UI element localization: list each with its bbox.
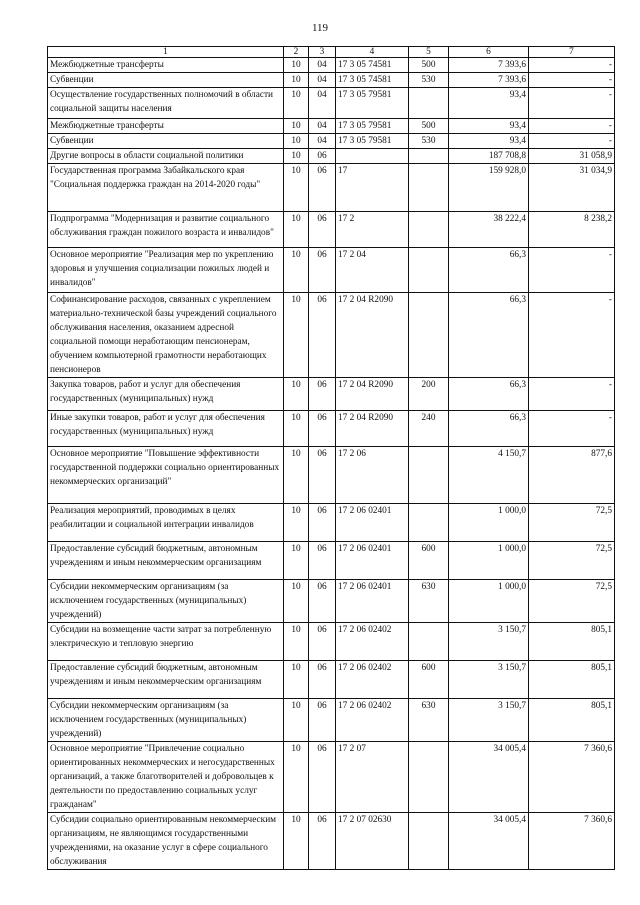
column-header: 7 [529,47,615,58]
target-article-cell: 17 3 05 74581 [336,73,409,88]
section-cell: 10 [284,580,309,623]
table-row [48,88,615,119]
section-cell: 10 [284,542,309,580]
table-header-row [48,47,615,58]
section-cell: 10 [284,73,309,88]
subsection-cell: 06 [309,411,336,447]
expense-type-cell [409,88,449,119]
expense-type-cell: 240 [409,411,449,447]
table-row [48,119,615,134]
amount-cell: 66,3 [449,248,529,293]
section-cell: 10 [284,699,309,742]
budget-table [47,46,615,870]
subsection-cell: 06 [309,447,336,504]
expense-type-cell [409,742,449,813]
amount-cell: 93,4 [449,119,529,134]
expense-type-cell: 500 [409,119,449,134]
target-article-cell: 17 2 06 02402 [336,699,409,742]
column-header: 3 [309,47,336,58]
subsection-cell: 04 [309,58,336,73]
target-article-cell: 17 2 06 [336,447,409,504]
table-row [48,378,615,411]
target-article-cell: 17 2 07 [336,742,409,813]
table-row [48,447,615,504]
table-row [48,411,615,447]
expense-type-cell [409,813,449,870]
column-header: 2 [284,47,309,58]
subsection-cell: 04 [309,134,336,149]
section-cell: 10 [284,149,309,164]
section-cell: 10 [284,661,309,699]
column-header: 5 [409,47,449,58]
amount-cell: 7 393,6 [449,73,529,88]
target-article-cell: 17 3 05 79581 [336,88,409,119]
page-number: 119 [311,22,329,34]
section-cell: 10 [284,447,309,504]
target-article-cell: 17 2 06 02401 [336,504,409,542]
subsection-cell: 06 [309,542,336,580]
target-article-cell: 17 3 05 79581 [336,134,409,149]
table-row [48,149,615,164]
amount-cell: 34 005,4 [449,813,529,870]
amount-cell: 7 393,6 [449,58,529,73]
section-cell: 10 [284,164,309,212]
table-row [48,58,615,73]
table-row [48,212,615,248]
amount-cell: 38 222,4 [449,212,529,248]
expense-type-cell [409,248,449,293]
amount-2-cell: - [529,411,615,447]
expense-type-cell [409,149,449,164]
target-article-cell: 17 2 06 02401 [336,542,409,580]
row-name-cell: Предоставление субсидий бюджетным, автономным учреждениям и иным некоммерческим организациям [48,661,284,699]
amount-cell: 187 708,8 [449,149,529,164]
table-row [48,248,615,293]
target-article-cell: 17 2 06 02402 [336,661,409,699]
row-name-cell: Основное мероприятие "Повышение эффективности государственной поддержки социально ориентированных некоммерческих организаций" [48,447,284,504]
amount-2-cell: 72,5 [529,542,615,580]
amount-cell: 66,3 [449,293,529,378]
expense-type-cell [409,164,449,212]
row-name-cell: Основное мероприятие "Реализация мер по укреплению здоровья и улучшения социализации пожилых людей и инвалидов" [48,248,284,293]
expense-type-cell: 630 [409,580,449,623]
row-name-cell: Подпрограмма "Модернизация и развитие социального обслуживания граждан пожилого возраста и инвалидов" [48,212,284,248]
subsection-cell: 06 [309,661,336,699]
amount-cell: 1 000,0 [449,542,529,580]
amount-cell: 159 928,0 [449,164,529,212]
table-row [48,661,615,699]
amount-2-cell: - [529,293,615,378]
table-row [48,742,615,813]
row-name-cell: Предоставление субсидий бюджетным, автономным учреждениям и иным некоммерческим организациям [48,542,284,580]
table-row [48,580,615,623]
row-name-cell: Субсидии социально ориентированным некоммерческим организациям, не являющимся государственными учреждениями, на оказание услуг в сфере социального обслуживания [48,813,284,870]
amount-2-cell: - [529,88,615,119]
row-name-cell: Субсидии некоммерческим организациям (за исключением государственных (муниципальных) учреждений) [48,699,284,742]
amount-cell: 3 150,7 [449,623,529,661]
target-article-cell: 17 2 04 R2090 [336,378,409,411]
section-cell: 10 [284,248,309,293]
amount-2-cell: - [529,248,615,293]
target-article-cell: 17 2 [336,212,409,248]
row-name-cell: Государственная программа Забайкальского края "Социальная поддержка граждан на 2014-2020 годы" [48,164,284,212]
table-row [48,293,615,378]
amount-2-cell: 8 238,2 [529,212,615,248]
row-name-cell: Субвенции [48,73,284,88]
amount-2-cell: 72,5 [529,504,615,542]
section-cell: 10 [284,212,309,248]
amount-2-cell: 877,6 [529,447,615,504]
row-name-cell: Софинансирование расходов, связанных с укреплением материально-технической базы учреждений социального обслуживания населения, оказанием адресной социальной помощи неработающим пенсионерам, обучением компьютерной грамотности неработающих пенсионеров [48,293,284,378]
expense-type-cell [409,293,449,378]
subsection-cell: 06 [309,378,336,411]
target-article-cell: 17 3 05 74581 [336,58,409,73]
row-name-cell: Субвенции [48,134,284,149]
expense-type-cell: 500 [409,58,449,73]
expense-type-cell: 530 [409,134,449,149]
expense-type-cell: 600 [409,661,449,699]
amount-2-cell: 805,1 [529,623,615,661]
amount-2-cell: 72,5 [529,580,615,623]
subsection-cell: 04 [309,119,336,134]
amount-cell: 66,3 [449,411,529,447]
target-article-cell: 17 2 07 02630 [336,813,409,870]
section-cell: 10 [284,293,309,378]
row-name-cell: Межбюджетные трансферты [48,58,284,73]
amount-2-cell: - [529,378,615,411]
section-cell: 10 [284,378,309,411]
target-article-cell: 17 3 05 79581 [336,119,409,134]
table-row [48,623,615,661]
amount-cell: 1 000,0 [449,580,529,623]
amount-2-cell: 31 058,9 [529,149,615,164]
amount-cell: 93,4 [449,134,529,149]
subsection-cell: 04 [309,88,336,119]
row-name-cell: Реализация мероприятий, проводимых в целях реабилитации и социальной интеграции инвалидов [48,504,284,542]
section-cell: 10 [284,742,309,813]
amount-2-cell: - [529,119,615,134]
subsection-cell: 06 [309,164,336,212]
subsection-cell: 06 [309,293,336,378]
subsection-cell: 06 [309,813,336,870]
subsection-cell: 06 [309,504,336,542]
table-row [48,134,615,149]
subsection-cell: 06 [309,149,336,164]
table-row [48,699,615,742]
amount-cell: 1 000,0 [449,504,529,542]
target-article-cell: 17 2 06 02402 [336,623,409,661]
row-name-cell: Закупка товаров, работ и услуг для обеспечения государственных (муниципальных) нужд [48,378,284,411]
amount-cell: 3 150,7 [449,661,529,699]
row-name-cell: Межбюджетные трансферты [48,119,284,134]
table-row [48,504,615,542]
table-row [48,164,615,212]
target-article-cell: 17 2 04 R2090 [336,293,409,378]
expense-type-cell [409,623,449,661]
expense-type-cell [409,212,449,248]
subsection-cell: 06 [309,699,336,742]
section-cell: 10 [284,88,309,119]
expense-type-cell [409,447,449,504]
table-row [48,73,615,88]
amount-cell: 66,3 [449,378,529,411]
column-header: 1 [48,47,284,58]
amount-cell: 34 005,4 [449,742,529,813]
expense-type-cell: 530 [409,73,449,88]
section-cell: 10 [284,119,309,134]
row-name-cell: Субсидии некоммерческим организациям (за исключением государственных (муниципальных) учреждений) [48,580,284,623]
amount-2-cell: 7 360,6 [529,813,615,870]
section-cell: 10 [284,411,309,447]
expense-type-cell [409,504,449,542]
table-row [48,542,615,580]
row-name-cell: Субсидии на возмещение части затрат за потребленную электрическую и тепловую энергию [48,623,284,661]
amount-2-cell: 805,1 [529,699,615,742]
row-name-cell: Иные закупки товаров, работ и услуг для обеспечения государственных (муниципальных) нужд [48,411,284,447]
subsection-cell: 06 [309,580,336,623]
amount-2-cell: - [529,58,615,73]
row-name-cell: Осуществление государственных полномочий в области социальной защиты населения [48,88,284,119]
subsection-cell: 06 [309,742,336,813]
subsection-cell: 04 [309,73,336,88]
subsection-cell: 06 [309,248,336,293]
column-header: 6 [449,47,529,58]
subsection-cell: 06 [309,623,336,661]
amount-2-cell: 805,1 [529,661,615,699]
section-cell: 10 [284,504,309,542]
amount-2-cell: 7 360,6 [529,742,615,813]
target-article-cell: 17 2 06 02401 [336,580,409,623]
amount-cell: 4 150,7 [449,447,529,504]
section-cell: 10 [284,813,309,870]
target-article-cell: 17 2 04 R2090 [336,411,409,447]
amount-cell: 3 150,7 [449,699,529,742]
subsection-cell: 06 [309,212,336,248]
row-name-cell: Основное мероприятие "Привлечение социально ориентированных некоммерческих и негосударственных организаций, а также благотворителей и добровольцев к деятельности по предоставлению социальных услуг гражданам" [48,742,284,813]
expense-type-cell: 600 [409,542,449,580]
expense-type-cell: 630 [409,699,449,742]
expense-type-cell: 200 [409,378,449,411]
target-article-cell: 17 2 04 [336,248,409,293]
row-name-cell: Другие вопросы в области социальной политики [48,149,284,164]
section-cell: 10 [284,58,309,73]
amount-cell: 93,4 [449,88,529,119]
section-cell: 10 [284,134,309,149]
amount-2-cell: - [529,73,615,88]
target-article-cell [336,149,409,164]
amount-2-cell: 31 034,9 [529,164,615,212]
section-cell: 10 [284,623,309,661]
amount-2-cell: - [529,134,615,149]
column-header: 4 [336,47,409,58]
target-article-cell: 17 [336,164,409,212]
table-row [48,813,615,870]
